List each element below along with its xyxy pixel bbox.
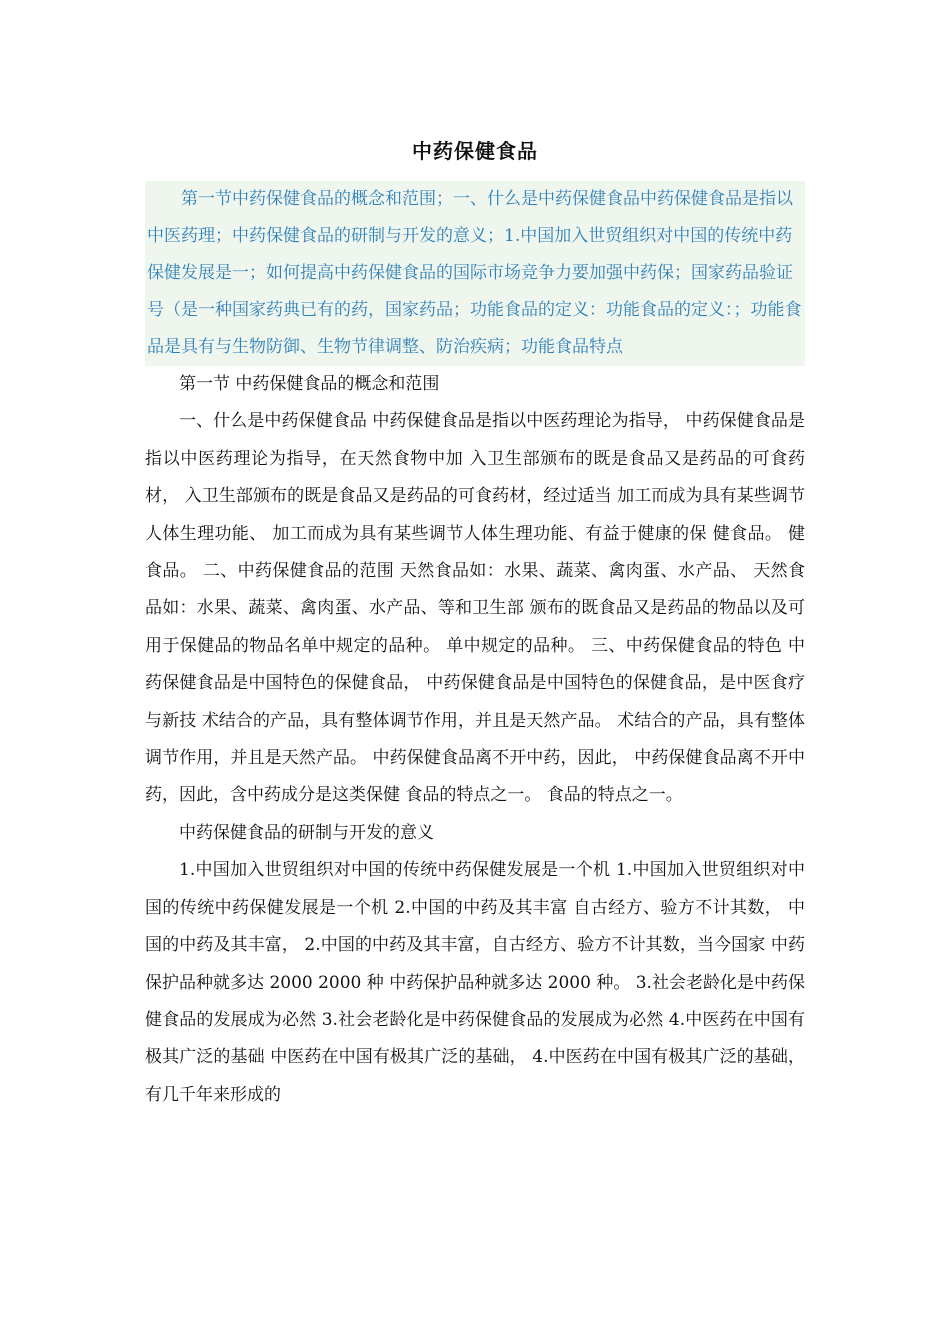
body-paragraph: 一、什么是中药保健食品 中药保健食品是指以中医药理论为指导， 中药保健食品是指以中医药理论为指导，在天然食物中加 入卫生部颁布的既是食品又是药品的可食药材， 入卫生部颁布的既是食品又是药品的可食药材，经过适当 加工而成为具有某些调节人体生理功能、 加工而成为具有某些调节人体生理功能、有益于健康的保 健食品。 健食品。 二、中药保健食品的范围 天然食品如：水果、蔬菜、禽肉蛋、水产品、 天然食品如：水果、蔬菜、禽肉蛋、水产品、等和卫生部 颁布的既食品又是药品的物品以及可用于保健品的物品名单中规定的品种。 单中规定的品种。 三、中药保健食品的特色 中药保健食品是中国特色的保健食品， 中药保健食品是中国特色的保健食品，是中医食疗与新技 术结合的产品，具有整体调节作用，并且是天然产品。 术结合的产品，具有整体调节作用，并且是天然产品。 中药保健食品离不开中药，因此， 中药保健食品离不开中药，因此，含中药成分是这类保健 食品的特点之一。 食品的特点之一。: [145, 411, 805, 806]
document-title: 中药保健食品: [412, 139, 538, 163]
section-heading: 第一节 中药保健食品的概念和范围: [179, 374, 440, 394]
document-page: [145, 135, 805, 1114]
section-heading: 中药保健食品的研制与开发的意义: [179, 822, 434, 843]
body-paragraph: 1.中国加入世贸组织对中国的传统中药保健发展是一个机 1.中国加入世贸组织对中国的传统中药保健发展是一个机 2.中国的中药及其丰富 自古经方、验方不计其数， 中国的中药及其丰富， 2.中国的中药及其丰富，自古经方、验方不计其数，当今国家 中药保护品种就多达 2000 2000 种 中药保护品种就多达 2000 种。 3.社会老龄化是中药保健食品的发展成为必然 3.社会老龄化是中药保健食品的发展成为必然 4.中医药在中国有极其广泛的基础 中医药在中国有极其广泛的基础， 4.中医药在中国有极其广泛的基础，有几千年来形成的: [145, 860, 805, 1105]
summary-highlight: 第一节中药保健食品的概念和范围；一、什么是中药保健食品中药保健食品是指以中医药理；中药保健食品的研制与开发的意义；1.中国加入世贸组织对中国的传统中药保健发展是一；如何提高中药保健食品的国际市场竞争力要加强中药保；国家药品验证号（是一种国家药典已有的药，国家药品；功能食品的定义：功能食品的定义：；功能食品是具有与生物防御、生物节律调整、防治疾病；功能食品特点: [145, 181, 805, 366]
